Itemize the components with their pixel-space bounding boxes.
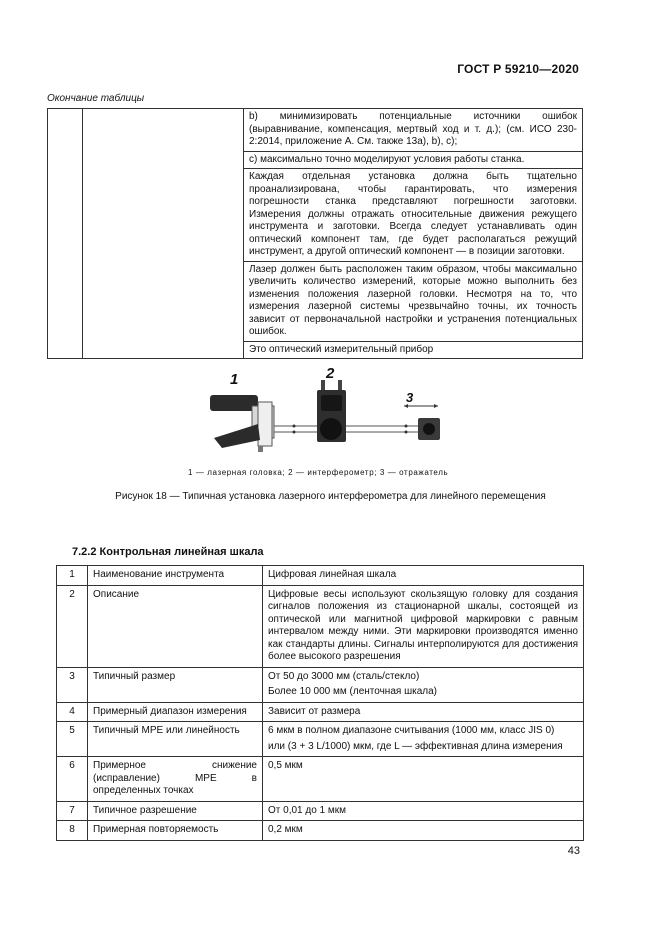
reflector-drawing [404,404,440,440]
row-number: 2 [57,585,88,667]
table-row [57,702,584,722]
laser-head-drawing [210,395,274,452]
value-line: 6 мкм в полном диапазоне считывания (1000 мм, класс JIS 0) [268,725,555,736]
row-name: Типичный MPE или линейность [88,722,263,757]
row-number: 4 [57,702,88,722]
table-cell [244,169,583,262]
section-heading: 7.2.2 Контрольная линейная шкала [72,546,264,558]
row-value [263,585,584,667]
row-value: Зависит от размера [263,702,584,722]
row-name: Примерный диапазон измерения [88,702,263,722]
row-number: 1 [57,566,88,586]
row-value: 0,5 мкм [263,757,584,802]
paragraph: Примерное снижение (исправление) MPE в определенных точках [93,760,257,796]
label-3: 3 [406,390,414,405]
paragraph: Это оптический измерительный прибор [249,343,434,355]
row-number: 7 [57,801,88,821]
table-cell [244,109,583,152]
table-cell [244,261,583,341]
row-name: Типичное разрешение [88,801,263,821]
table-cell [244,151,583,169]
value-line: или (3 + 3 L/1000) мкм, где L — эффективная длина измерения [268,740,563,752]
linear-scale-table [56,565,584,841]
table-row [48,109,583,152]
paragraph: b) минимизировать потенциальные источники ошибок (выравнивание, компенсация, мертвый ход и т. д.); (см. ИСО 230-2:2014, приложение А. См. также 13а), b), c); [249,111,577,147]
table-row [57,821,584,841]
table-row [57,667,584,702]
label-2: 2 [326,365,335,382]
paragraph: Цифровые весы используют скользящую головку для создания сигналов положения из стационарной шкалы, состоящей из оптической или магнитной цифровой маркировки с равным интервалом между ними. Эти маркировки производятся именно как стандарты длины. Сигналы интерполируются для достижения более высокого разрешения [268,588,578,662]
row-number: 8 [57,821,88,841]
row-number: 3 [57,667,88,702]
continued-table [47,108,583,359]
value-line: Более 10 000 мм (ленточная шкала) [268,686,437,697]
row-name: Описание [88,585,263,667]
row-value [263,667,584,702]
row-value: Цифровая линейная шкала [263,566,584,586]
figure-caption: Рисунок 18 — Типичная установка лазерного интерферометра для линейного перемещения [115,491,546,502]
table-row [57,566,584,586]
empty-cell [48,109,83,359]
row-value: От 0,01 до 1 мкм [263,801,584,821]
figure-legend: 1 — лазерная головка; 2 — интерферометр; 3 — отражатель [188,468,449,477]
table-row [57,722,584,757]
row-name: Наименование инструмента [88,566,263,586]
table-continuation-label: Окончание таблицы [47,93,145,104]
table-row [57,801,584,821]
paragraph: Лазер должен быть расположен таким образом, чтобы максимально увеличить количество измерений, которые можно выполнить без изменения положения лазерной головки. Несмотря на то, что измерения лазерной системы чрезвычайно точны, их точность зависит от первоначальной настройки и устранения потенциальных ошибок. [249,263,577,337]
page-number: 43 [567,845,580,857]
table-row [57,757,584,802]
row-number: 5 [57,722,88,757]
paragraph: c) максимально точно моделируют условия работы станка. [249,153,525,165]
interferometer-drawing [317,380,346,442]
empty-cell [83,109,244,359]
row-value [263,722,584,757]
laser-interferometer-figure [200,362,440,454]
row-name [88,757,263,802]
label-1: 1 [230,371,239,388]
row-name: Примерная повторяемость [88,821,263,841]
table-cell [244,341,583,359]
row-name: Типичный размер [88,667,263,702]
paragraph: Каждая отдельная установка должна быть тщательно проанализирована, чтобы гарантировать, что измерения погрешности станка представляют погрешности заготовки. Измерения должны отражать относительные движения режущего инструмента и заготовки. Всегда следует устанавливать один оптический компонент там, где будет располагаться режущий инструмент, а другой оптический компонент — в позиции заготовки. [249,171,577,257]
value-line: От 50 до 3000 мм (сталь/стекло) [268,670,420,682]
document-header: ГОСТ Р 59210—2020 [457,62,579,76]
row-number: 6 [57,757,88,802]
row-value: 0,2 мкм [263,821,584,841]
table-row [57,585,584,667]
